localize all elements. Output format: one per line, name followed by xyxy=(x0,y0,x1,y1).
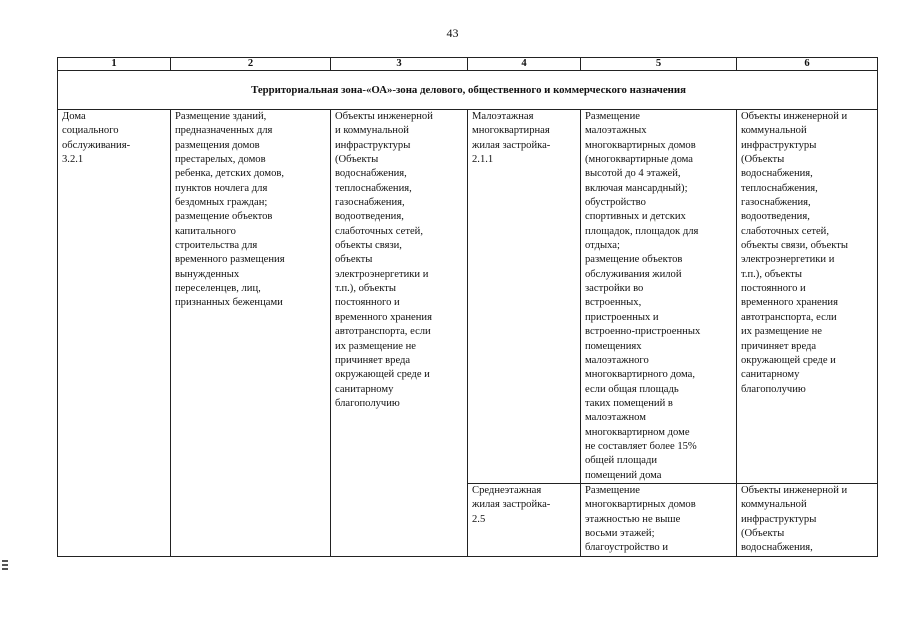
conditional-use-type-cell: Среднеэтажная жилая застройка- 2.5 xyxy=(468,484,581,557)
binding-mark xyxy=(2,560,8,574)
table-row xyxy=(58,110,878,484)
conditional-use-type-cell: Малоэтажная многоквартирная жилая застройка- 2.1.1 xyxy=(468,110,581,484)
column-header-2: 2 xyxy=(171,58,331,71)
page-number: 43 xyxy=(446,26,459,40)
zoning-table xyxy=(57,57,878,557)
use-description-cell: Размещение зданий, предназначенных для размещения домов престарелых, домов ребенка, детских домов, пунктов ночлега для бездомных граждан; размещение объектов капитального строительства для временного размещения вынужденных переселенцев, лиц, признанных беженцами xyxy=(171,110,331,557)
use-type-cell: Дома социального обслуживания- 3.2.1 xyxy=(58,110,171,557)
conditional-auxiliary-use-cell: Объекты инженерной и коммунальной инфраструктуры (Объекты водоснабжения, теплоснабжения, газоснабжения, водоотведения, слаботочных сетей, объекты связи, объекты электроэнергетики и т.п.), объекты постоянного и временного хранения автотранспорта, если их размещение не причиняет вреда окружающей среде и санитарному благополучию xyxy=(737,110,878,484)
column-header-1: 1 xyxy=(58,58,171,71)
conditional-auxiliary-use-cell: Объекты инженерной и коммунальной инфраструктуры (Объекты водоснабжения, xyxy=(737,484,878,557)
zone-title: Территориальная зона-«ОА»-зона делового, общественного и коммерческого назначения xyxy=(58,71,878,110)
zone-title-row xyxy=(58,71,878,110)
conditional-use-description-cell: Размещение многоквартирных домов этажностью не выше восьми этажей; благоустройство и xyxy=(581,484,737,557)
conditional-use-description-cell: Размещение малоэтажных многоквартирных домов (многоквартирные дома высотой до 4 этажей, включая мансардный); обустройство спортивных и детских площадок, площадок для отдыха; размещение объектов обслуживания жилой застройки во встроенных, пристроенных и встроенно-пристроенных помещениях малоэтажного многоквартирного дома, если общая площадь таких помещений в малоэтажном многоквартирном доме не составляет более 15% общей площади помещений дома xyxy=(581,110,737,484)
column-header-6: 6 xyxy=(737,58,878,71)
column-header-3: 3 xyxy=(331,58,468,71)
auxiliary-use-cell: Объекты инженерной и коммунальной инфраструктуры (Объекты водоснабжения, теплоснабжения, газоснабжения, водоотведения, слаботочных сетей, объекты связи, объекты электроэнергетики и т.п.), объекты постоянного и временного хранения автотранспорта, если их размещение не причиняет вреда окружающей среде и санитарному благополучию xyxy=(331,110,468,557)
column-header-5: 5 xyxy=(581,58,737,71)
column-number-row xyxy=(58,58,878,71)
column-header-4: 4 xyxy=(468,58,581,71)
